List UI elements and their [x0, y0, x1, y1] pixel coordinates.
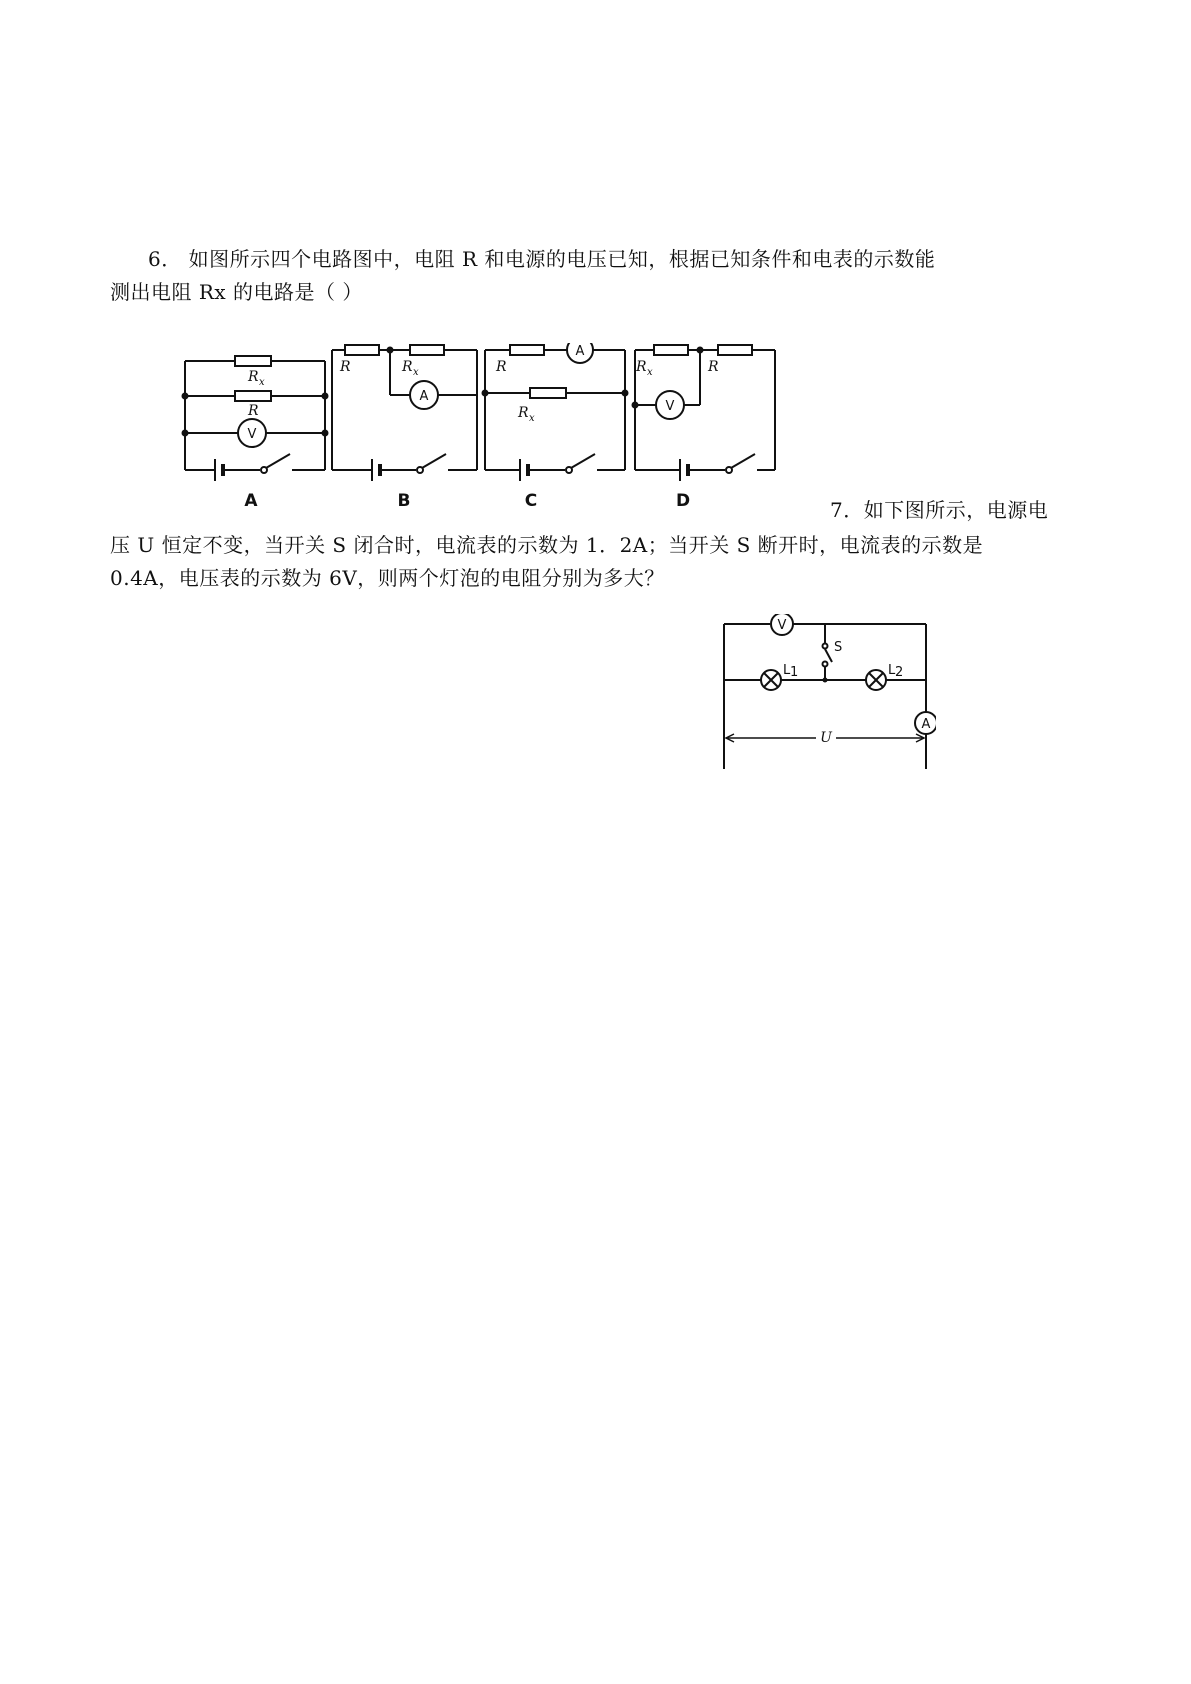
resistor-r: [345, 345, 379, 355]
circuit-b-rx-label: R: [402, 359, 413, 375]
circuit-b-r-label: R: [340, 359, 351, 375]
circuit-b-caption: B: [397, 491, 411, 511]
question-6-circuit-diagrams: [180, 343, 820, 521]
circuit-d-meter-label: V: [665, 399, 675, 414]
resistor-r: [235, 391, 271, 401]
fig7-lamp1-sub: 1: [790, 665, 799, 680]
circuit-a-rx-label: R: [248, 369, 259, 385]
circuit-c-r-label: R: [496, 359, 507, 375]
circuit-c-rx-sub: x: [529, 413, 535, 424]
question-7-line-3: 0.4A，电压表的示数为 6V，则两个灯泡的电阻分别为多大？: [110, 566, 665, 590]
circuit-b-rx-sub: x: [413, 367, 419, 378]
resistor-rx: [654, 345, 688, 355]
circuit-d-caption: D: [675, 491, 691, 511]
circuit-c-meter-label: A: [575, 344, 585, 359]
resistor-r: [718, 345, 752, 355]
fig7-switch-label: S: [834, 640, 843, 655]
question-7-line-2: 压 U 恒定不变，当开关 S 闭合时，电流表的示数为 1．2A；当开关 S 断开时，电流表的示数是: [110, 533, 984, 557]
fig7-lamp1-label: L: [783, 663, 791, 678]
question-6-line-2: 测出电阻 Rx 的电路是（ ）: [110, 280, 363, 304]
fig7-lamp2-label: L: [888, 663, 896, 678]
question-7-line-1: 7．如下图所示，电源电: [830, 498, 1049, 522]
fig7-voltmeter-label: V: [777, 618, 787, 633]
circuit-d-rx-label: R: [636, 359, 647, 375]
circuit-d: [633, 345, 776, 481]
resistor-rx: [530, 388, 566, 398]
question-7-circuit-figure: [716, 614, 936, 774]
circuit-a-r-label: R: [248, 403, 259, 419]
circuit-b-meter-label: A: [419, 389, 429, 404]
circuit-a-rx-sub: x: [259, 377, 265, 388]
resistor-r: [510, 345, 544, 355]
circuit-d-rx-sub: x: [647, 367, 653, 378]
fig7-source-label: U: [820, 730, 832, 746]
circuit-c-caption: C: [524, 491, 538, 511]
circuit-c-rx-label: R: [518, 405, 529, 421]
resistor-rx: [235, 356, 271, 366]
resistor-rx: [410, 345, 444, 355]
circuit-a-meter-label: V: [247, 427, 257, 442]
fig7-ammeter-label: A: [921, 717, 931, 732]
fig7-lamp2-sub: 2: [895, 665, 904, 680]
circuit-a-caption: A: [244, 491, 258, 511]
question-6-line-1: 6． 如图所示四个电路图中，电阻 R 和电源的电压已知，根据已知条件和电表的示数能: [148, 247, 936, 271]
circuit-d-r-label: R: [708, 359, 719, 375]
